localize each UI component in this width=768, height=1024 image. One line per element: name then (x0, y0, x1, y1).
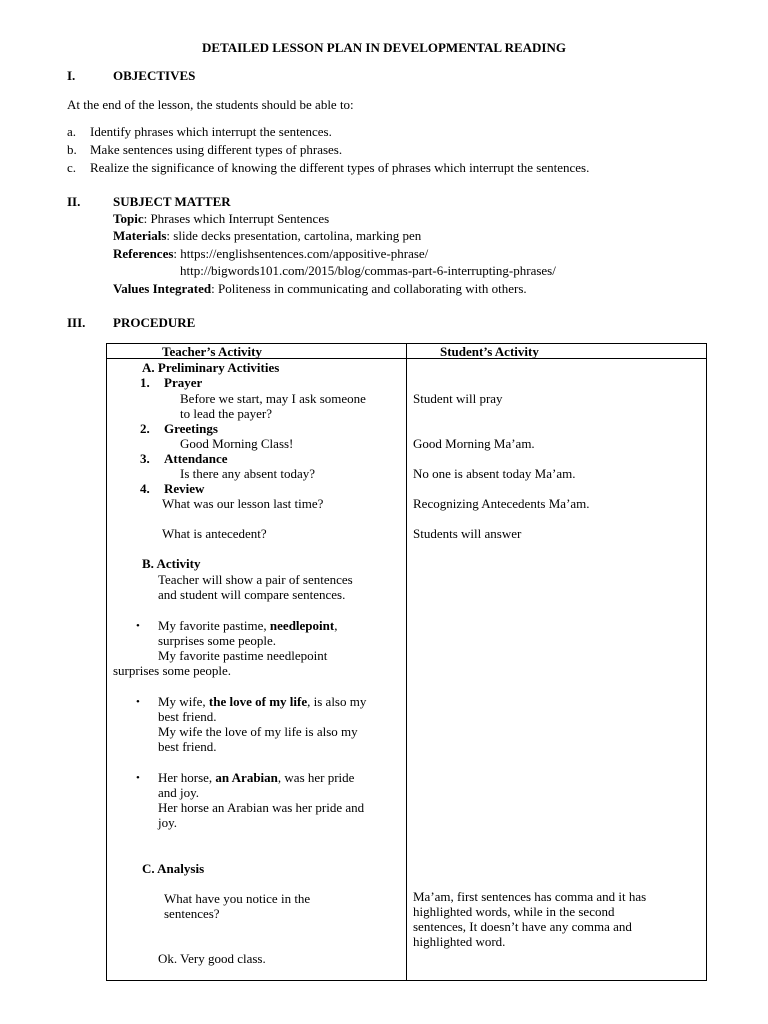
example-2-suffix: , is also my (307, 694, 367, 709)
activity-teacher-line-2: and student will compare sentences. (158, 587, 346, 602)
review-heading: Review (164, 481, 205, 496)
example-1-line-2: surprises some people. (158, 633, 277, 648)
values-label: Values Integrated (113, 281, 212, 296)
example-1-suffix: , (334, 618, 338, 633)
materials-label: Materials (113, 228, 167, 243)
attendance-teacher: Is there any absent today? (180, 466, 316, 481)
greetings-number: 2. (140, 421, 150, 436)
objective-letter-b: b. (67, 142, 77, 157)
preliminary-heading: A. Preliminary Activities (142, 360, 280, 375)
procedure-numeral: III. (67, 315, 86, 330)
bullet-icon: • (136, 696, 140, 708)
attendance-number: 3. (140, 451, 150, 466)
example-3-line-4: joy. (158, 815, 178, 830)
attendance-heading: Attendance (164, 451, 228, 466)
prayer-heading: Prayer (164, 375, 203, 390)
table-column-divider (406, 343, 407, 981)
example-3-line-3: Her horse an Arabian was her pride and (158, 800, 365, 815)
objective-text-c: Realize the significance of knowing the different types of phrases which interrupt the sentences. (90, 160, 590, 175)
example-1-line-3: My favorite pastime needlepoint (158, 648, 328, 663)
example-3-highlight: an Arabian (215, 770, 278, 785)
analysis-teacher-line-3: Ok. Very good class. (158, 951, 266, 966)
example-2-line-4: best friend. (158, 739, 217, 754)
student-activity-header: Student’s Activity (440, 344, 539, 359)
example-2-prefix: My wife, (158, 694, 209, 709)
objectives-heading: OBJECTIVES (113, 68, 196, 83)
materials-line (113, 228, 421, 243)
example-1-prefix: My favorite pastime, (158, 618, 270, 633)
topic-value: : Phrases which Interrupt Sentences (143, 211, 330, 226)
example-1-line-1 (158, 618, 337, 633)
objective-letter-c: c. (67, 160, 77, 175)
analysis-student-line-1: Ma’am, first sentences has comma and it has (413, 889, 647, 904)
analysis-student-line-2: highlighted words, while in the second (413, 904, 615, 919)
prayer-student: Student will pray (413, 391, 503, 406)
example-1-line-4: surprises some people. (113, 663, 232, 678)
activity-heading: B. Activity (142, 556, 201, 571)
analysis-teacher-line-1: What have you notice in the (164, 891, 311, 906)
example-2-line-2: best friend. (158, 709, 217, 724)
objectives-numeral: I. (67, 68, 76, 83)
teacher-activity-header: Teacher’s Activity (162, 344, 263, 359)
values-value: : Politeness in communicating and collaborating with others. (211, 281, 527, 296)
references-line (113, 246, 428, 261)
references-label: References (113, 246, 174, 261)
subject-matter-numeral: II. (67, 194, 81, 209)
objectives-intro: At the end of the lesson, the students should be able to: (67, 97, 354, 112)
analysis-student-line-3: sentences, It doesn’t have any comma and (413, 919, 632, 934)
example-3-prefix: Her horse, (158, 770, 216, 785)
review-teacher-line-2: What is antecedent? (162, 526, 267, 541)
procedure-heading: PROCEDURE (113, 315, 196, 330)
example-3-line-1 (158, 770, 354, 785)
greetings-student: Good Morning Ma’am. (413, 436, 535, 451)
greetings-teacher: Good Morning Class! (180, 436, 294, 451)
example-1-highlight: needlepoint (269, 618, 335, 633)
document-title: DETAILED LESSON PLAN IN DEVELOPMENTAL READING (202, 40, 566, 55)
greetings-heading: Greetings (164, 421, 218, 436)
example-2-highlight: the love of my life (208, 694, 308, 709)
analysis-teacher-line-2: sentences? (164, 906, 220, 921)
review-student-line-2: Students will answer (413, 526, 522, 541)
example-2-line-3: My wife the love of my life is also my (158, 724, 358, 739)
reference-link-2: http://bigwords101.com/2015/blog/commas-part-6-interrupting-phrases/ (180, 263, 556, 278)
objective-letter-a: a. (67, 124, 77, 139)
attendance-student: No one is absent today Ma’am. (413, 466, 576, 481)
review-number: 4. (140, 481, 150, 496)
prayer-teacher-line-1: Before we start, may I ask someone (180, 391, 366, 406)
bullet-icon: • (136, 620, 140, 632)
example-3-line-2: and joy. (158, 785, 200, 800)
review-teacher-line-1: What was our lesson last time? (162, 496, 324, 511)
materials-value: : slide decks presentation, cartolina, marking pen (166, 228, 422, 243)
example-3-suffix: , was her pride (277, 770, 355, 785)
prayer-teacher-line-2: to lead the payer? (180, 406, 273, 421)
objective-text-b: Make sentences using different types of phrases. (90, 142, 343, 157)
review-student-line-1: Recognizing Antecedents Ma’am. (413, 496, 590, 511)
values-line (113, 281, 527, 296)
prayer-number: 1. (140, 375, 150, 390)
objective-text-a: Identify phrases which interrupt the sentences. (90, 124, 332, 139)
example-2-line-1 (158, 694, 366, 709)
subject-matter-heading: SUBJECT MATTER (113, 194, 231, 209)
analysis-heading: C. Analysis (142, 861, 205, 876)
topic-line (113, 211, 329, 226)
reference-link-1: : https://englishsentences.com/appositive-phrase/ (173, 246, 429, 261)
bullet-icon: • (136, 772, 140, 784)
analysis-student-line-4: highlighted word. (413, 934, 506, 949)
topic-label: Topic (113, 211, 144, 226)
activity-teacher-line-1: Teacher will show a pair of sentences (158, 572, 353, 587)
